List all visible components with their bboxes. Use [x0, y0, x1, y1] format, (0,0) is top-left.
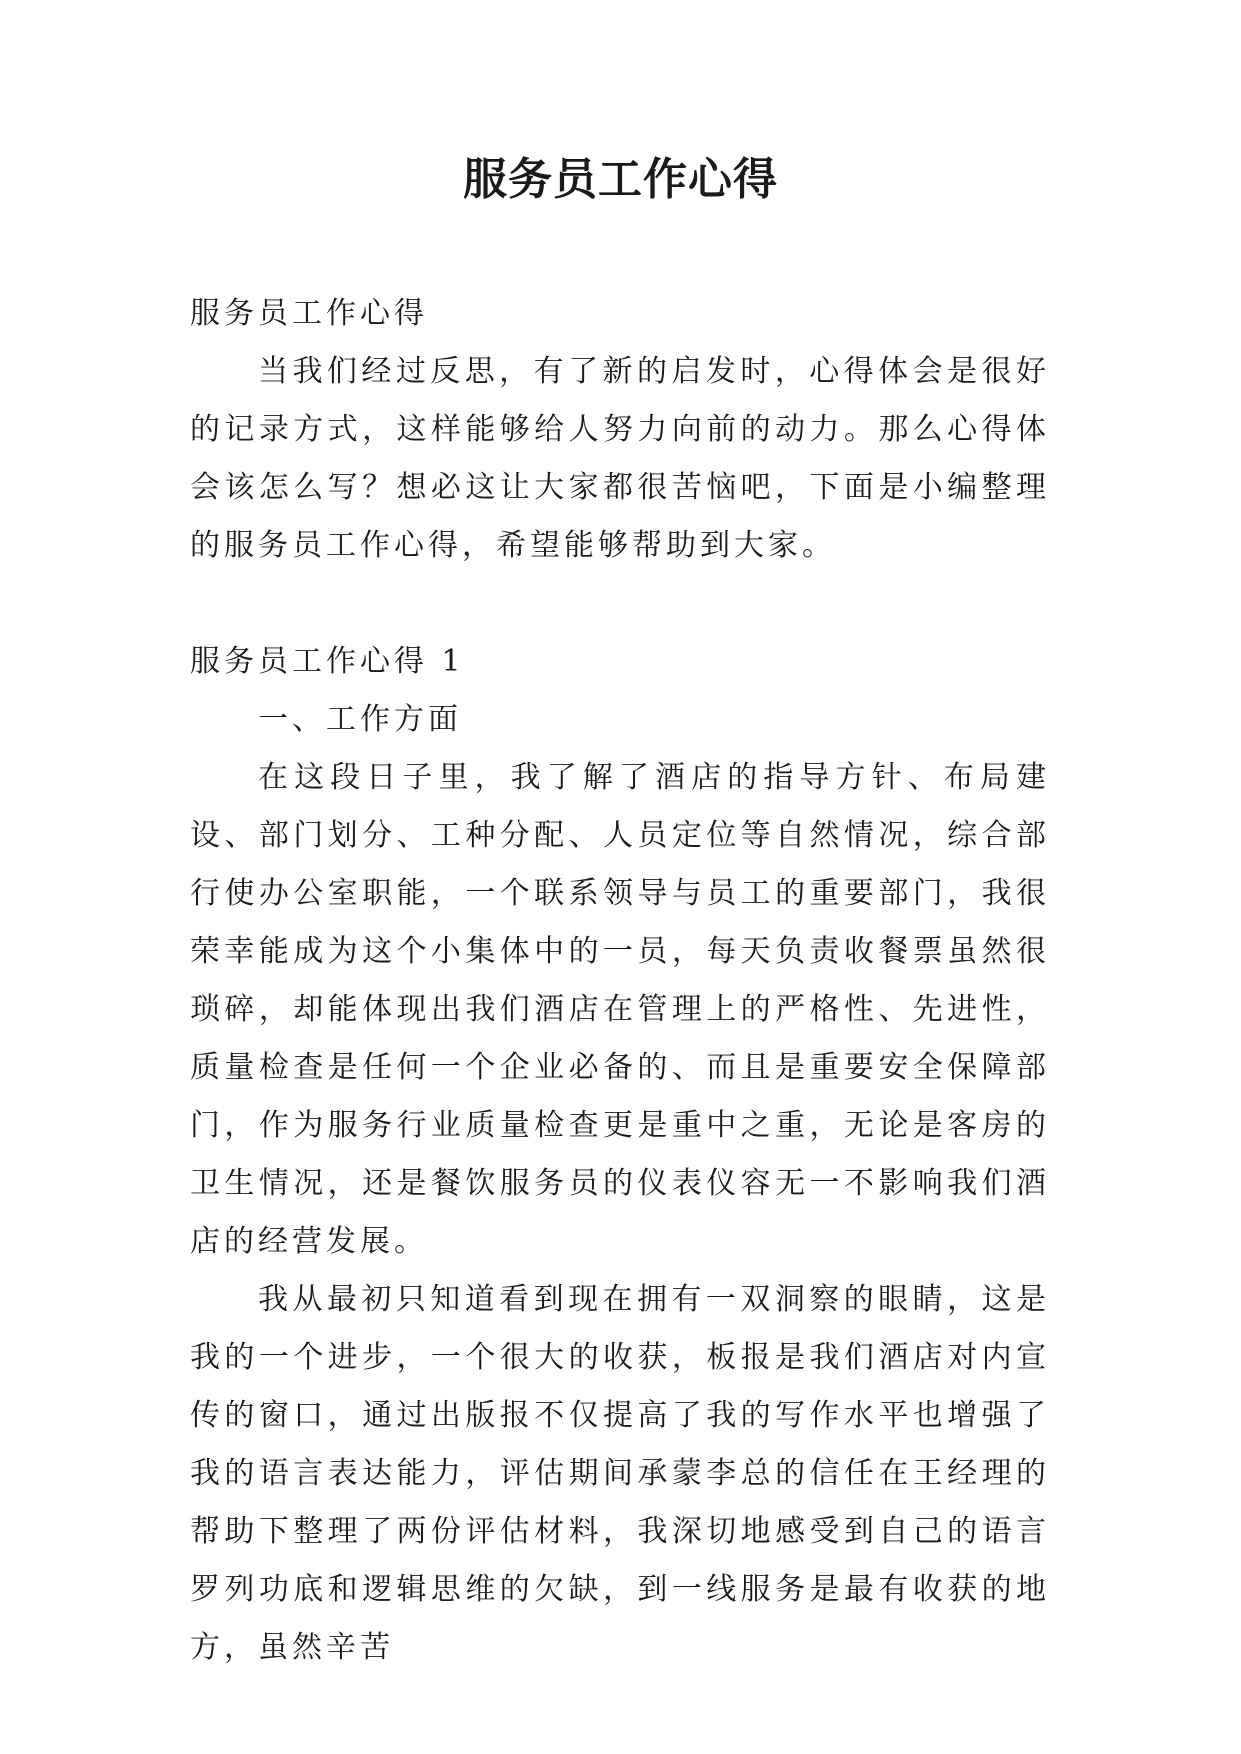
document-title: 服务员工作心得 — [463, 154, 778, 205]
section-subheading: 一、工作方面 — [258, 702, 462, 737]
section-heading: 服务员工作心得 1 — [190, 644, 465, 679]
body-paragraph: 在这段日子里，我了解了酒店的指导方针、布局建设、部门划分、工种分配、人员定位等自然情况，综合部行使办公室职能，一个联系领导与员工的重要部门，我很荣幸能成为这个小集体中的一员，每天负责收餐票虽然很琐碎，却能体现出我们酒店在管理上的严格性、先进性，质量检查是任何一个企业必备的、而且是重要安全保障部门，作为服务行业质量检查更是重中之重，无论是客房的卫生情况，还是餐饮服务员的仪表仪容无一不影响我们酒店的经营发展。 — [190, 760, 1050, 1259]
document-body — [190, 285, 1050, 1677]
body-paragraph: 我从最初只知道看到现在拥有一双洞察的眼睛，这是我的一个进步，一个很大的收获，板报是我们酒店对内宣传的窗口，通过出版报不仅提高了我的写作水平也增强了我的语言表达能力，评估期间承蒙李总的信任在王经理的帮助下整理了两份评估材料，我深切地感受到自己的语言罗列功底和逻辑思维的欠缺，到一线服务是最有收获的地方，虽然辛苦 — [190, 1282, 1050, 1665]
intro-paragraph: 当我们经过反思，有了新的启发时，心得体会是很好的记录方式，这样能够给人努力向前的动力。那么心得体会该怎么写？想必这让大家都很苦恼吧，下面是小编整理的服务员工作心得，希望能够帮助到大家。 — [190, 354, 1050, 563]
intro-heading: 服务员工作心得 — [190, 296, 428, 331]
